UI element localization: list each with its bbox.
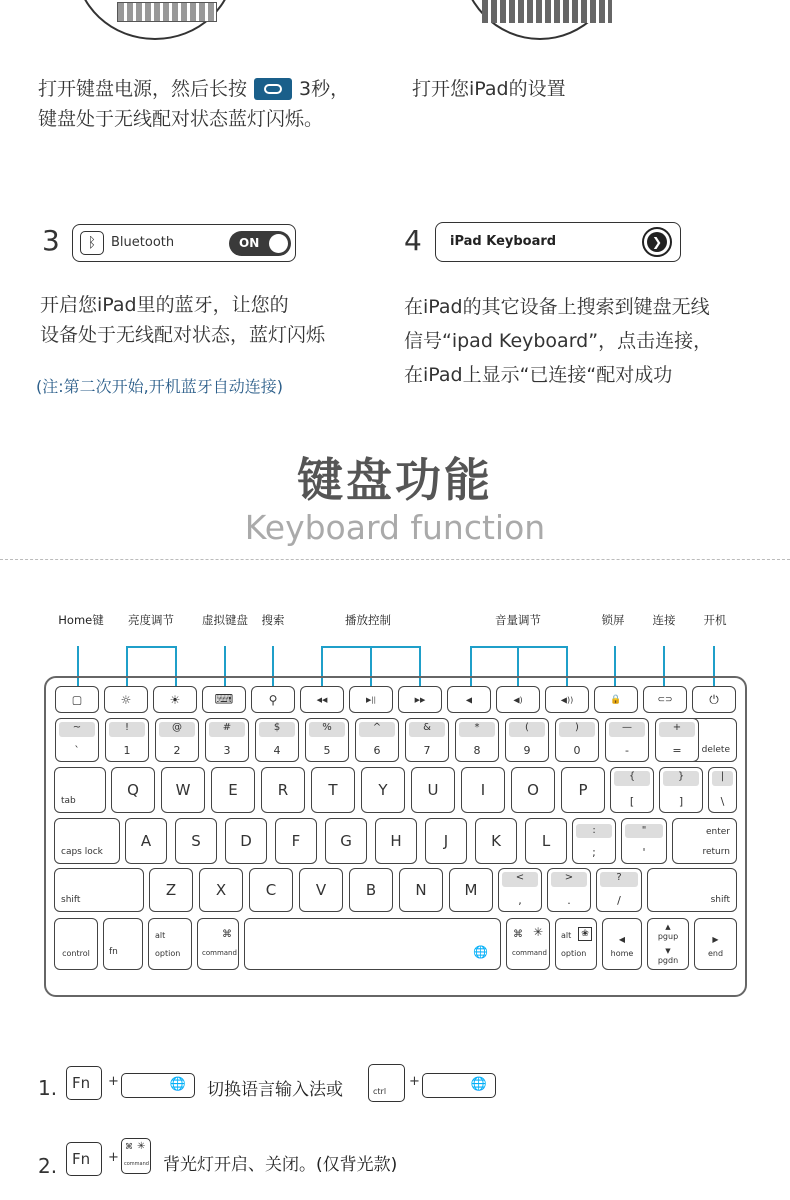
next-track-key[interactable] — [398, 686, 442, 713]
letter-key[interactable] — [349, 868, 393, 912]
volume-up-icon: ◀)) — [560, 695, 574, 704]
toggle-knob — [269, 234, 288, 253]
letter-key[interactable] — [149, 868, 193, 912]
combo1-text: 切换语言输入法或 — [207, 1080, 343, 1100]
step4-line3: 在iPad上显示“已连接“配对成功 — [404, 364, 673, 386]
up-arrow-icon: ▲ — [665, 923, 671, 931]
fn-label: fn — [109, 947, 118, 957]
key-bot: 5 — [323, 744, 331, 757]
tab-key[interactable] — [54, 767, 106, 813]
combo2-text: 背光灯开启、关闭。(仅背光款) — [163, 1155, 398, 1175]
backslash-key[interactable] — [708, 767, 737, 813]
key-letter: F — [291, 832, 301, 850]
bracket-open-key[interactable] — [610, 767, 654, 813]
fast-forward-icon: ▶▶ — [414, 695, 426, 704]
number-key[interactable] — [305, 718, 349, 762]
step4-text — [404, 290, 712, 392]
key-letter: E — [228, 781, 238, 799]
key-top: } — [677, 771, 685, 782]
key-bot: , — [518, 894, 522, 907]
key-letter: V — [315, 881, 327, 899]
command-icon: ⌘ — [125, 1142, 133, 1151]
caps-label: caps lock — [61, 847, 103, 857]
toggle-label: ON — [239, 236, 260, 250]
key-letter: R — [277, 781, 289, 799]
key-bot: ` — [74, 744, 80, 757]
slash-key[interactable] — [596, 868, 642, 912]
lock-key[interactable] — [594, 686, 638, 713]
number-key[interactable] — [605, 718, 649, 762]
bluetooth-label: Bluetooth — [111, 235, 175, 250]
semicolon-key[interactable] — [572, 818, 616, 864]
key-bot: ] — [678, 795, 684, 808]
key-letter: B — [365, 881, 377, 899]
shift-right-key[interactable] — [647, 868, 737, 912]
home-nav-key[interactable] — [602, 918, 642, 970]
letter-key[interactable] — [449, 868, 493, 912]
step3-text — [40, 290, 325, 350]
key-letter: X — [215, 881, 227, 899]
brightness-up-icon: ☀ — [169, 692, 181, 707]
letter-key[interactable] — [511, 767, 555, 813]
quote-key[interactable] — [621, 818, 667, 864]
step3-line1: 开启您iPad里的蓝牙，让您的 — [40, 294, 289, 316]
step3-line2: 设备处于无线配对状态，蓝灯闪烁 — [40, 324, 326, 346]
combo1-fn-key — [66, 1066, 102, 1100]
space-bar[interactable] — [244, 918, 501, 970]
tab-label: tab — [61, 796, 76, 806]
label-lock: 锁屏 — [601, 613, 625, 627]
letter-key[interactable] — [275, 818, 317, 864]
right-arrow-icon: ▶ — [712, 935, 719, 944]
key-letter: Z — [165, 881, 177, 899]
shift-left-key[interactable] — [54, 868, 144, 912]
volume-up-key[interactable] — [545, 686, 589, 713]
command-label: command — [202, 949, 237, 957]
option-label: option — [155, 949, 181, 958]
letter-key[interactable] — [125, 818, 167, 864]
brightness-up-key[interactable] — [153, 686, 197, 713]
label-virtual-keyboard: 虚拟键盘 — [202, 613, 248, 627]
letter-key[interactable] — [225, 818, 267, 864]
letter-key[interactable] — [325, 818, 367, 864]
alt-label: alt — [155, 931, 166, 940]
key-letter: J — [443, 832, 449, 850]
key-top: — — [622, 722, 632, 733]
letter-key[interactable] — [199, 868, 243, 912]
option-left-key[interactable] — [148, 918, 192, 970]
label-playback: 播放控制 — [345, 613, 391, 627]
key-top: ) — [575, 722, 579, 733]
number-key[interactable] — [555, 718, 599, 762]
key-letter: S — [191, 832, 201, 850]
fn-label: Fn — [72, 1150, 91, 1168]
letter-key[interactable] — [161, 767, 205, 813]
step2-text: 打开您iPad的设置 — [412, 78, 566, 100]
key-top: $ — [273, 722, 281, 733]
letter-key[interactable] — [311, 767, 355, 813]
number-key[interactable] — [405, 718, 449, 762]
step3-note: (注:第二次开始,开机蓝牙自动连接) — [36, 377, 283, 396]
enter-label: enter — [705, 827, 730, 837]
number-key[interactable] — [455, 718, 499, 762]
number-key[interactable] — [105, 718, 149, 762]
key-top: : — [592, 825, 596, 836]
pgup-label: pgup — [657, 932, 679, 941]
pgup-pgdn-key[interactable] — [647, 918, 689, 970]
shift-label: shift — [710, 895, 730, 905]
key-bot: . — [567, 894, 571, 907]
number-key[interactable] — [205, 718, 249, 762]
letter-key[interactable] — [375, 818, 417, 864]
combo1-ctrl-key — [368, 1064, 405, 1102]
key-letter: G — [340, 832, 352, 850]
volume-down-icon: ◀) — [513, 695, 523, 704]
comma-key[interactable] — [498, 868, 542, 912]
key-bot: ; — [592, 846, 596, 859]
mute-icon: ◀ — [465, 695, 473, 704]
key-bot: 2 — [173, 744, 181, 757]
key-letter: K — [491, 832, 501, 850]
number-key[interactable] — [355, 718, 399, 762]
mini-keyboard-graphic — [117, 2, 217, 22]
key-top: ? — [616, 872, 622, 883]
letter-key[interactable] — [475, 818, 517, 864]
bluetooth-icon: ᛒ — [80, 231, 104, 255]
key-bot: 9 — [523, 744, 531, 757]
key-bot: 8 — [473, 744, 481, 757]
step4-line2: 信号“ipad Keyboard”，点击连接， — [404, 330, 713, 352]
brightness-down-key[interactable] — [104, 686, 148, 713]
key-letter: Y — [378, 781, 388, 799]
key-bot: \ — [720, 795, 725, 808]
combo2-plus: + — [108, 1150, 119, 1165]
volume-down-key[interactable] — [496, 686, 540, 713]
key-letter: L — [541, 832, 551, 850]
search-key[interactable] — [251, 686, 295, 713]
step3-number: 3 — [42, 224, 60, 257]
home-label: home — [610, 949, 634, 958]
step1-text — [38, 74, 398, 134]
key-letter: N — [415, 881, 427, 899]
globe-icon: 🌐 — [470, 1077, 487, 1092]
combo2-number: 2. — [38, 1154, 58, 1178]
down-arrow-icon: ▼ — [665, 947, 671, 955]
combo2-fn-key — [66, 1142, 102, 1176]
home-key[interactable] — [55, 686, 99, 713]
step4-number: 4 — [404, 224, 422, 257]
combo1-plus2: + — [409, 1074, 420, 1089]
label-search: 搜索 — [261, 613, 285, 627]
shift-label: shift — [61, 895, 81, 905]
search-icon: ⚲ — [268, 692, 278, 707]
control-label: control — [62, 949, 90, 958]
step1-line2: 键盘处于无线配对状态蓝灯闪烁。 — [38, 108, 324, 130]
fn-label: Fn — [72, 1074, 91, 1092]
alt-label: alt — [561, 931, 572, 940]
play-pause-icon: ▶|| — [365, 695, 377, 704]
number-key[interactable] — [505, 718, 549, 762]
period-key[interactable] — [547, 868, 591, 912]
command-label: command — [124, 1161, 149, 1167]
pgdn-label: pgdn — [657, 956, 679, 965]
rewind-icon: ◀◀ — [316, 695, 328, 704]
ipad-illustration — [460, 0, 620, 40]
globe-icon: 🌐 — [473, 945, 488, 959]
number-key[interactable] — [55, 718, 99, 762]
power-icon: ⏻ — [709, 692, 719, 706]
fn-key[interactable] — [103, 918, 143, 970]
caps-lock-key[interactable] — [54, 818, 120, 864]
letter-key[interactable] — [561, 767, 605, 813]
play-pause-key[interactable] — [349, 686, 393, 713]
key-letter: D — [240, 832, 252, 850]
backlight-icon: ✳ — [137, 1141, 146, 1152]
power-key[interactable] — [692, 686, 736, 713]
letter-key[interactable] — [425, 818, 467, 864]
key-top: " — [641, 825, 647, 836]
ctrl-label: ctrl — [373, 1087, 387, 1096]
command-label: command — [512, 949, 547, 957]
combo1-space-key2 — [422, 1073, 496, 1098]
key-letter: M — [464, 881, 478, 899]
letter-key[interactable] — [175, 818, 217, 864]
command-right-key[interactable] — [506, 918, 550, 970]
key-top: ~ — [72, 722, 82, 733]
key-letter: A — [140, 832, 152, 850]
keyboard-icon: ⌨ — [214, 692, 234, 707]
key-letter: H — [390, 832, 402, 850]
option-right-key[interactable] — [555, 918, 597, 970]
key-bot: = — [672, 744, 682, 757]
bracket-close-key[interactable] — [659, 767, 703, 813]
link-button-graphic — [254, 78, 292, 100]
label-brightness: 亮度调节 — [128, 613, 174, 627]
letter-key[interactable] — [361, 767, 405, 813]
number-key[interactable] — [155, 718, 199, 762]
step1-line1-before: 打开键盘电源，然后长按 — [38, 78, 248, 100]
command-icon: ⌘ — [222, 929, 232, 940]
end-label: end — [707, 949, 724, 958]
section-title-cn: 键盘功能 — [297, 453, 493, 507]
section-title-en: Keyboard function — [244, 508, 546, 547]
home-icon: ▢ — [71, 693, 83, 706]
backlight-color-icon: ❀ — [578, 927, 592, 941]
key-top: # — [222, 722, 232, 733]
label-home: Home键 — [58, 613, 104, 627]
key-bot: 1 — [123, 744, 131, 757]
key-top: @ — [172, 722, 182, 733]
backlight-icon: ✳ — [533, 925, 544, 939]
delete-label: delete — [701, 745, 730, 755]
key-bot: / — [617, 894, 621, 907]
letter-key[interactable] — [461, 767, 505, 813]
letter-key[interactable] — [399, 868, 443, 912]
key-top: | — [720, 771, 725, 782]
link-icon — [264, 84, 282, 94]
bluetooth-toggle[interactable] — [229, 231, 291, 256]
key-top: ! — [124, 722, 129, 733]
connect-key[interactable] — [643, 686, 687, 713]
globe-icon: 🌐 — [169, 1077, 186, 1092]
ipad-keyboard-device-row[interactable] — [435, 222, 681, 262]
key-bot: [ — [629, 795, 635, 808]
letter-key[interactable] — [261, 767, 305, 813]
letter-key[interactable] — [299, 868, 343, 912]
control-key[interactable] — [54, 918, 98, 970]
bluetooth-setting-row — [72, 224, 296, 262]
device-label: iPad Keyboard — [450, 234, 557, 249]
step1-line1-after: 3秒， — [299, 78, 350, 100]
prev-track-key[interactable] — [300, 686, 344, 713]
mute-key[interactable] — [447, 686, 491, 713]
brightness-down-icon: ☼ — [120, 692, 132, 707]
enter-key[interactable] — [672, 818, 737, 864]
letter-key[interactable] — [525, 818, 567, 864]
combo1-plus: + — [108, 1074, 119, 1089]
key-letter: I — [480, 781, 486, 799]
command-left-key[interactable] — [197, 918, 239, 970]
letter-key[interactable] — [249, 868, 293, 912]
key-top: % — [322, 722, 332, 733]
step4-line1: 在iPad的其它设备上搜索到键盘无线 — [404, 296, 710, 318]
dashed-divider — [0, 559, 790, 560]
connect-arrow-icon[interactable]: ❯ — [642, 227, 672, 257]
key-letter: P — [578, 781, 588, 799]
key-bot: 7 — [423, 744, 431, 757]
lock-icon: 🔒 — [610, 694, 622, 705]
label-connect: 连接 — [652, 613, 676, 627]
option-label: option — [561, 949, 587, 958]
combo2-command-key — [121, 1138, 151, 1174]
key-letter: C — [265, 881, 277, 899]
key-letter: T — [328, 781, 338, 799]
key-bot: 3 — [223, 744, 231, 757]
return-label: return — [702, 847, 730, 857]
letter-key[interactable] — [111, 767, 155, 813]
combo1-space-key — [121, 1073, 195, 1098]
number-key[interactable] — [655, 718, 699, 762]
key-bot: 0 — [573, 744, 581, 757]
key-letter: U — [427, 781, 439, 799]
key-bot: - — [625, 744, 629, 757]
number-key[interactable] — [255, 718, 299, 762]
left-arrow-icon: ◀ — [618, 935, 626, 944]
link-icon: ⊂⊃ — [657, 694, 673, 705]
key-bot: 6 — [373, 744, 381, 757]
key-top: { — [628, 771, 636, 782]
key-top: + — [672, 722, 682, 733]
label-volume: 音量调节 — [495, 613, 541, 627]
key-letter: O — [527, 781, 539, 799]
keyboard-illustration — [75, 0, 235, 40]
virtual-keyboard-key[interactable] — [202, 686, 246, 713]
combo1-number: 1. — [38, 1076, 58, 1100]
key-top: > — [564, 872, 574, 883]
letter-key[interactable] — [211, 767, 255, 813]
command-icon: ⌘ — [513, 929, 523, 940]
key-letter: W — [175, 781, 191, 799]
key-top: ( — [525, 722, 529, 733]
key-top: < — [515, 872, 525, 883]
end-nav-key[interactable] — [694, 918, 737, 970]
key-top: & — [423, 722, 431, 733]
mini-ipad-keyboard-graphic — [482, 0, 612, 23]
key-top: ^ — [372, 722, 382, 733]
key-top: * — [474, 722, 480, 733]
label-power: 开机 — [703, 613, 727, 627]
key-letter: Q — [127, 781, 139, 799]
key-bot: ' — [642, 846, 646, 859]
letter-key[interactable] — [411, 767, 455, 813]
key-bot: 4 — [273, 744, 281, 757]
